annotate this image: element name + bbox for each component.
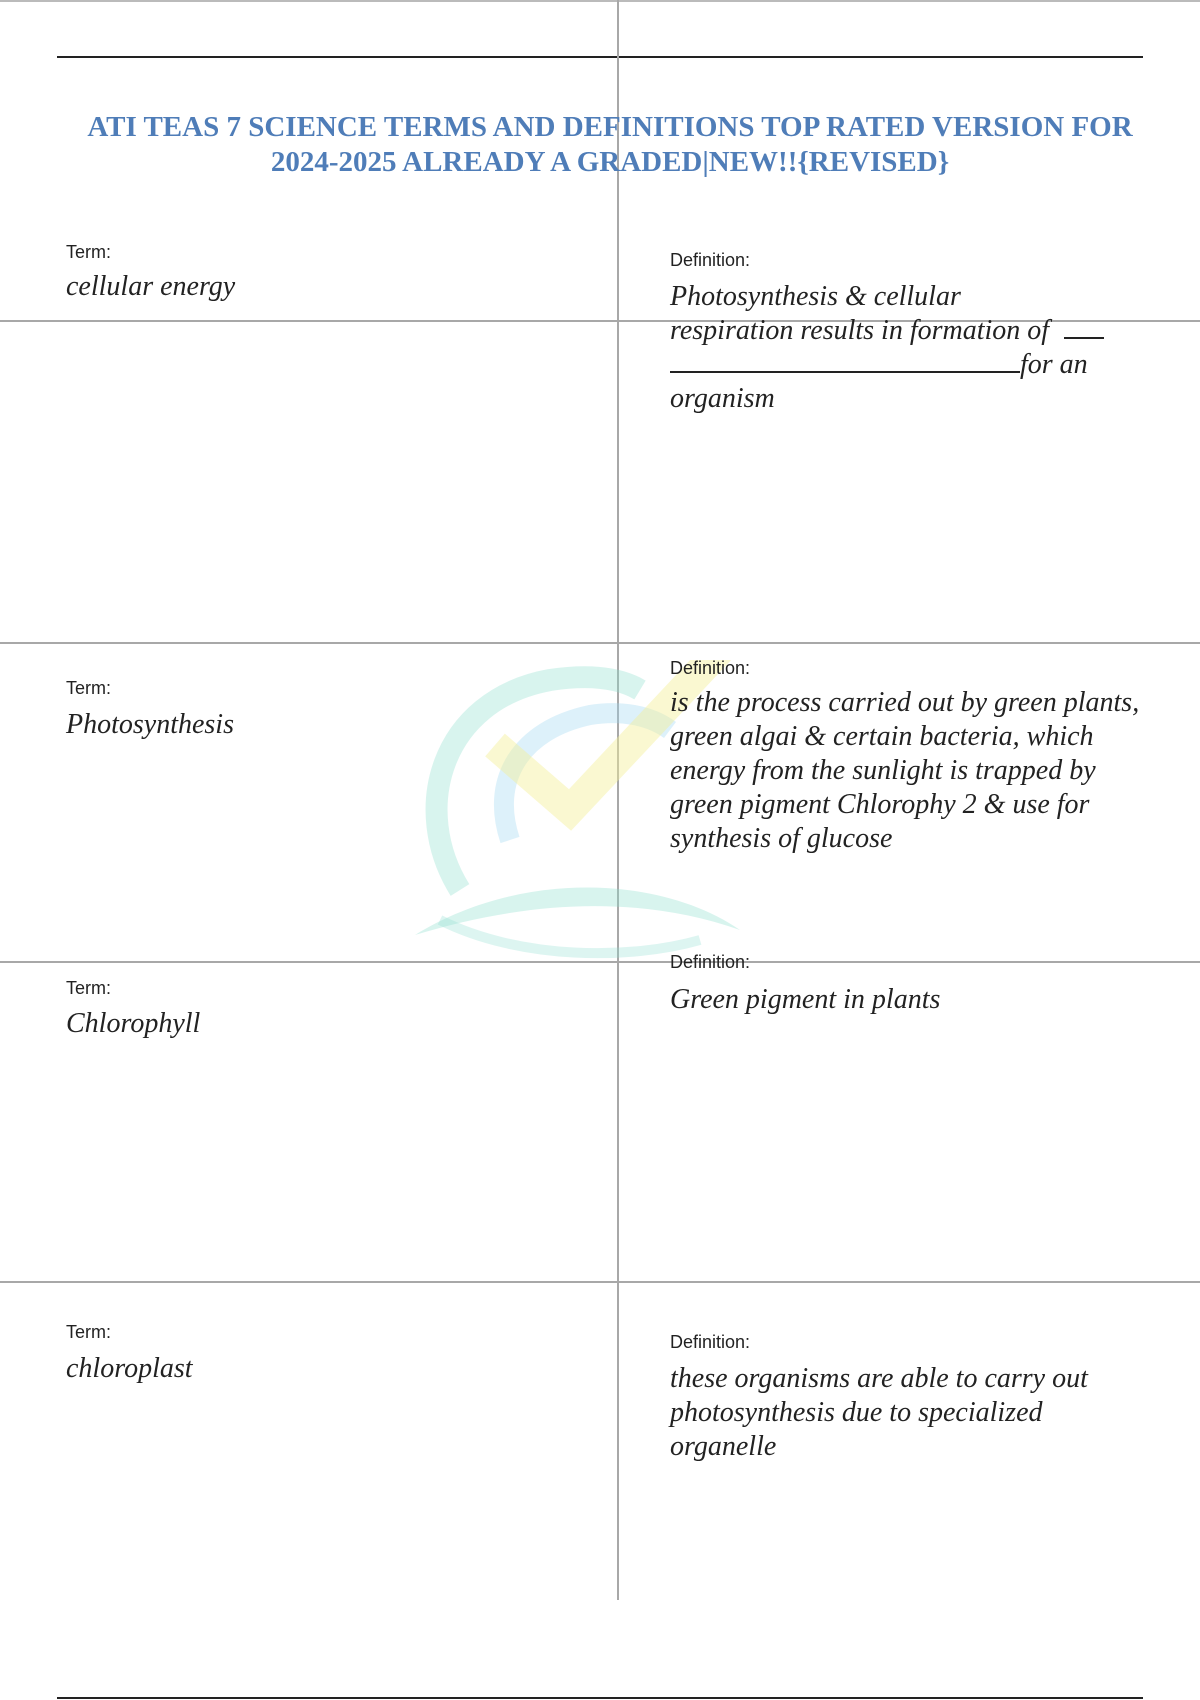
title-line-2: 2024-2025 ALREADY A GRADED|NEW!!{REVISED}	[270, 146, 950, 178]
row-divider	[0, 961, 1200, 963]
term-label: Term:	[66, 1322, 111, 1342]
definition-text: Green pigment in plants	[670, 984, 941, 1015]
definition-label: Definition:	[670, 658, 751, 678]
row-divider	[0, 642, 1200, 644]
definition-line	[670, 348, 1150, 382]
definition-fragment: respiration results in formation of	[670, 315, 1050, 346]
definition-label: Definition:	[670, 1332, 751, 1352]
term-text: chloroplast	[66, 1353, 193, 1384]
term-text: Chlorophyll	[66, 1008, 201, 1039]
header-rule	[57, 56, 1143, 58]
footer-rule	[57, 1697, 1143, 1699]
term-text: Photosynthesis	[66, 709, 234, 740]
term-label: Term:	[66, 678, 111, 698]
document-title	[40, 110, 1180, 180]
term-text: cellular energy	[66, 271, 236, 302]
fill-in-blank	[1064, 315, 1104, 339]
term-label: Term:	[66, 242, 111, 262]
row-divider	[0, 1281, 1200, 1283]
top-border-line	[0, 0, 1200, 2]
term-label: Term:	[66, 978, 111, 998]
definition-line	[670, 314, 1150, 348]
definition-line: organism	[670, 383, 775, 414]
column-divider	[617, 0, 619, 1600]
definition-text	[670, 280, 1150, 416]
definition-fragment: for an	[1020, 349, 1088, 380]
definition-text: is the process carried out by green plants, green algai & certain bacteria, which energy from the sunlight is trapped by green pigment Chlorophy 2 & use for synthesis of glucose	[670, 687, 1140, 854]
definition-label: Definition:	[670, 952, 751, 972]
fill-in-blank	[670, 349, 1020, 373]
definition-line: Photosynthesis & cellular	[670, 281, 961, 312]
title-line-1: ATI TEAS 7 SCIENCE TERMS AND DEFINITIONS TOP RATED VERSION FOR	[87, 111, 1133, 143]
definition-text: these organisms are able to carry out photosynthesis due to specialized organelle	[670, 1363, 1088, 1462]
definition-label: Definition:	[670, 250, 751, 270]
